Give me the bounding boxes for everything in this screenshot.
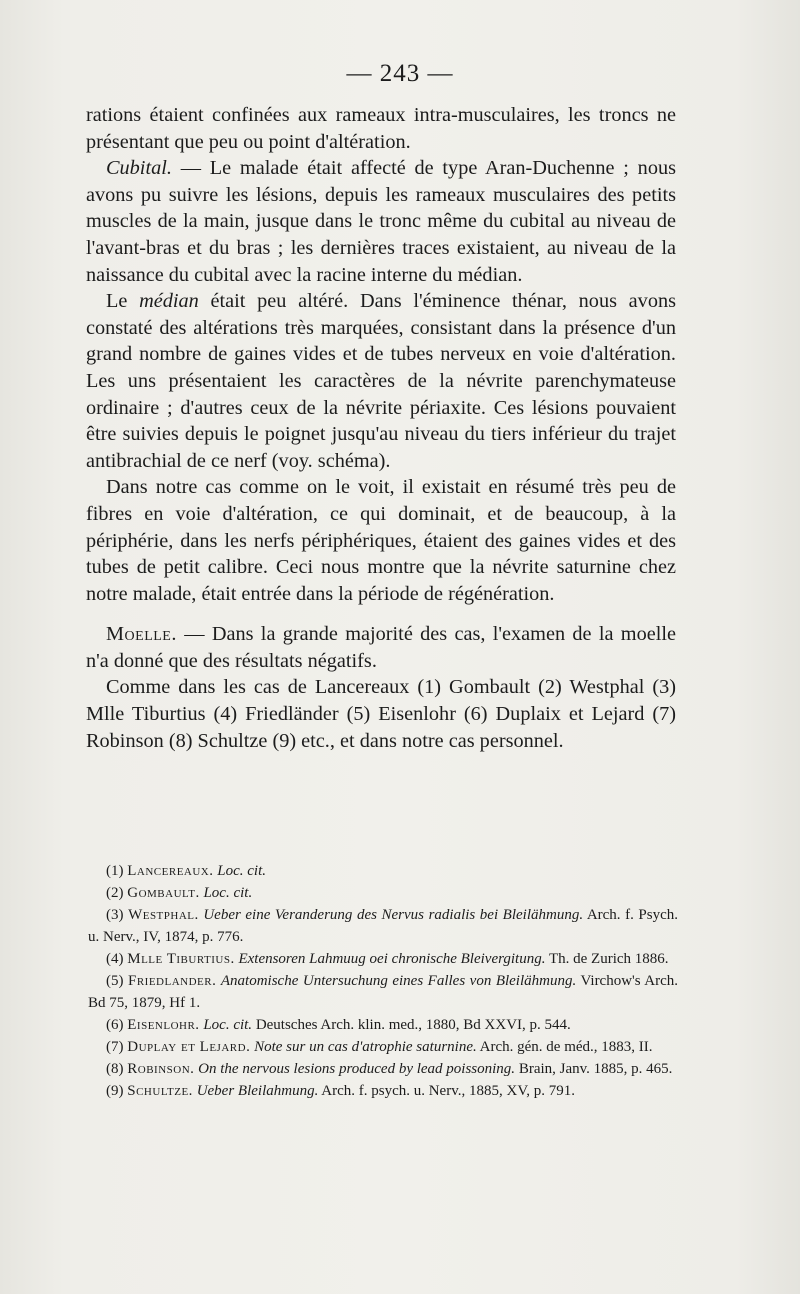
paragraph-moelle: Moelle. — Dans la grande majorité des cas, l'examen de la moelle n'a donné que des résultats négatifs. [86,623,676,672]
footnote-7: (7) Duplay et Lejard. Note sur un cas d'atrophie saturnine. Arch. gén. de méd., 1883, II. [106,1039,653,1055]
footnote-5: (5) Friedlander. Anatomische Untersuchung eines Falles von Bleilähmung. Virchow's Arch. Bd 75, 1879, Hf 1. [88,973,678,1011]
paragraph-median: Le médian était peu altéré. Dans l'éminence thénar, nous avons constaté des altérations très marquées, consistant dans la présence d'un grand nombre de gaines vides et de tubes nerveux en voie d'altération. Les uns présentaient les caractères de la névrite parenchymateuse ordinaire ; d'autres ceux de la névrite périaxite. Ces lésions pouvaient être suivies depuis le poignet jusqu'au niveau du tiers inférieur du trajet antibrachial de ce nerf (voy. schéma). [86,290,676,472]
footnote-4: (4) Mlle Tiburtius. Extensoren Lahmuug oei chronische Bleivergitung. Th. de Zurich 1886. [106,951,669,967]
paragraph-cases: Comme dans les cas de Lancereaux (1) Gombault (2) Westphal (3) Mlle Tiburtius (4) Friedländer (5) Eisenlohr (6) Duplaix et Lejard (7) Robinson (8) Schultze (9) etc., et dans notre cas personnel. [86,676,676,752]
footnote-6: (6) Eisenlohr. Loc. cit. Deutsches Arch. klin. med., 1880, Bd XXVI, p. 544. [106,1017,571,1033]
footnote-3: (3) Westphal. Ueber eine Veranderung des Nervus radialis bei Bleilähmung. Arch. f. Psych. u. Nerv., IV, 1874, p. 776. [88,907,679,945]
paragraph-summary: Dans notre cas comme on le voit, il existait en résumé très peu de fibres en voie d'altération, ce qui dominait, et de beaucoup, à la périphérie, dans les nerfs périphériques, étaient des gaines vides et des tubes de petit calibre. Ceci nous montre que la névrite saturnine chez notre malade, était entrée dans la période de régénération. [86,476,676,605]
footnote-2: (2) Gombault. Loc. cit. [106,885,253,901]
body-text [86,102,676,754]
footnote-1: (1) Lancereaux. Loc. cit. [106,863,266,879]
page-number: — 243 — [346,60,454,87]
paragraph-continuation: rations étaient confinées aux rameaux intra-musculaires, les troncs ne présentant que peu ou point d'altération. [86,104,676,153]
footnote-9: (9) Schultze. Ueber Bleilahmung. Arch. f. psych. u. Nerv., 1885, XV, p. 791. [106,1083,575,1099]
cubital-label: Cubital. [106,157,172,180]
footnotes [88,860,678,1102]
moelle-label: Moelle. [106,623,177,646]
footnote-8: (8) Robinson. On the nervous lesions produced by lead poissoning. Brain, Janv. 1885, p. 465. [106,1061,673,1077]
paragraph-cubital: Cubital. — Le malade était affecté de type Aran-Duchenne ; nous avons pu suivre les lésions, depuis les rameaux musculaires des petits muscles de la main, jusque dans le tronc même du cubital au niveau de l'avant-bras et du bras ; les dernières traces existaient, au niveau de la naissance du cubital avec la racine interne du médian. [86,157,676,286]
median-label: médian [139,290,199,313]
